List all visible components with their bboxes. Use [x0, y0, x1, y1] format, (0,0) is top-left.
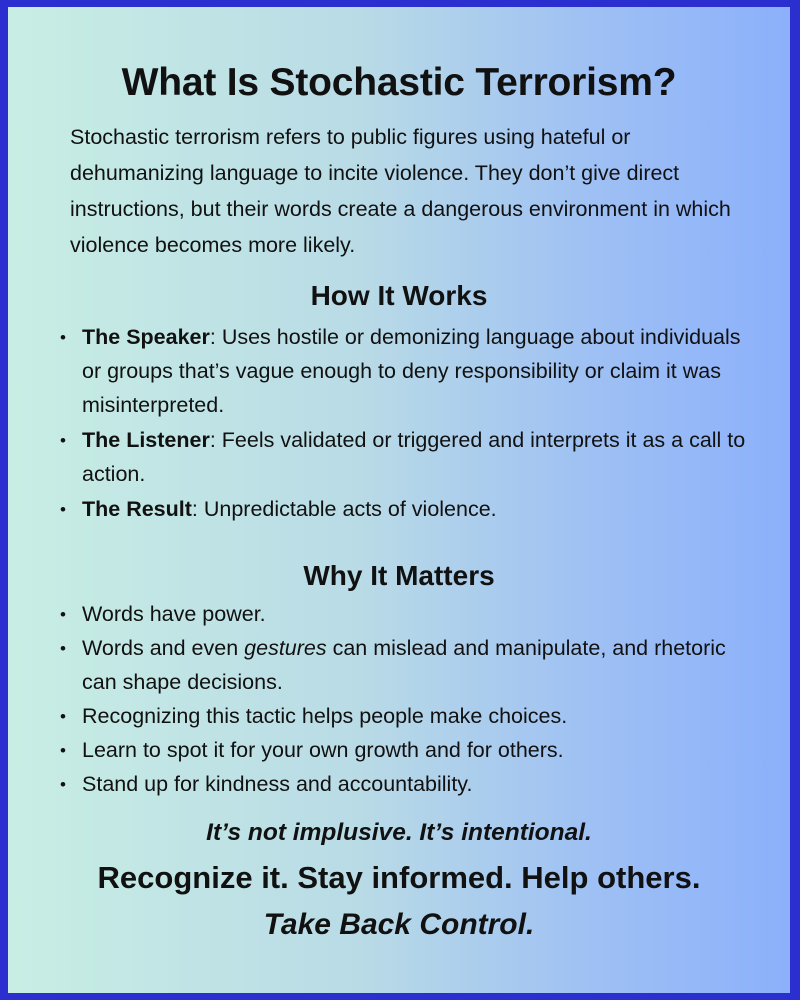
intro-paragraph: Stochastic terrorism refers to public figures using hateful or dehumanizing language to incite violence. They don’t give direct instructions, but their words create a dangerous environment in which violence becomes more likely. [70, 125, 731, 257]
why-it-matters-list [56, 597, 756, 801]
list-item-text: Stand up for kindness and accountability. [82, 772, 473, 796]
list-item [56, 320, 756, 422]
listener-text: : Feels validated or triggered and interprets it as a call to action. [82, 428, 746, 486]
list-item-text-after: can mislead and manipulate, and rhetoric can shape decisions. [82, 636, 726, 694]
closing-call-to-action: Recognize it. Stay informed. Help others. [97, 860, 701, 895]
list-item [56, 733, 756, 767]
closing-slogan: Take Back Control. [263, 908, 535, 941]
listener-term: The Listener [82, 428, 210, 452]
list-item-text: Learn to spot it for your own growth and for others. [82, 738, 564, 762]
closing-tagline: It’s not implusive. It’s intentional. [206, 819, 592, 846]
result-text: : Unpredictable acts of violence. [191, 497, 497, 521]
how-it-works-list [56, 320, 756, 527]
list-item [56, 423, 756, 491]
result-term: The Result [82, 497, 192, 521]
page-title: What Is Stochastic Terrorism? [121, 61, 677, 104]
how-it-works-heading: How It Works [310, 280, 488, 311]
list-item [56, 631, 756, 699]
list-item-text-before: Words and even [82, 636, 245, 660]
list-item [56, 597, 756, 631]
poster [8, 7, 790, 993]
speaker-term: The Speaker [82, 325, 210, 349]
list-item [56, 699, 756, 733]
why-it-matters-heading: Why It Matters [303, 560, 495, 591]
speaker-text: : Uses hostile or demonizing language about individuals or groups that’s vague enough to deny responsibility or claim it was misinterpreted. [82, 325, 741, 417]
list-item-text: Words have power. [82, 602, 266, 626]
list-item [56, 492, 756, 526]
list-item-emphasis: gestures [244, 636, 327, 660]
list-item [56, 767, 756, 801]
list-item-text: Recognizing this tactic helps people make choices. [82, 704, 568, 728]
